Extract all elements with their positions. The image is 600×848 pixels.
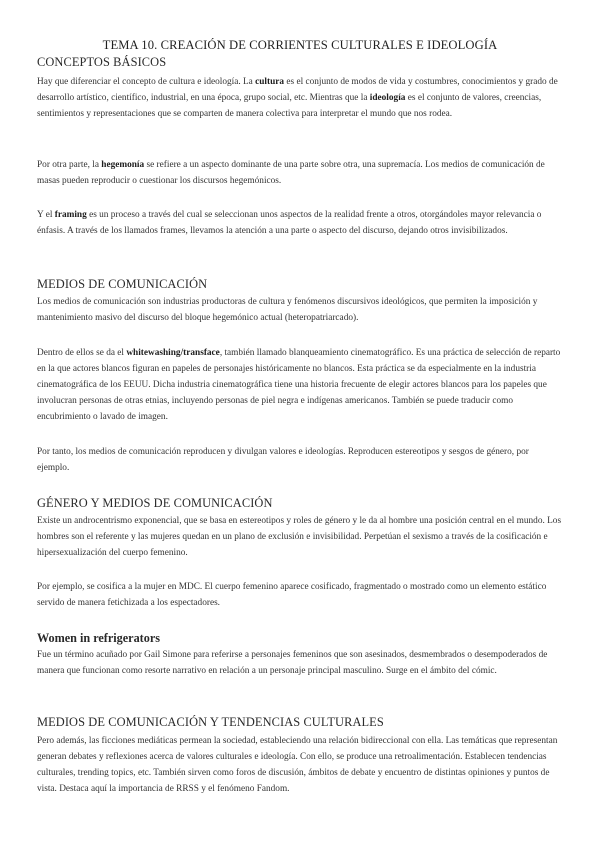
term-whitewashing: whitewashing/transface	[126, 348, 220, 358]
paragraph-hegemonia	[37, 158, 563, 190]
section-heading-tendencias-culturales: MEDIOS DE COMUNICACIÓN Y TENDENCIAS CULTURALES	[37, 715, 384, 729]
term-cultura: cultura	[255, 77, 285, 87]
term-framing: framing	[54, 210, 87, 220]
term-hegemonia: hegemonía	[101, 160, 145, 170]
text-run: Dentro de ellos se da el	[37, 348, 127, 358]
text-run: Y el	[37, 210, 55, 220]
text-run: , también llamado blanqueamiento cinematográfico. Es una práctica de selección de reparto en la que actores blancos figuran en papeles de personajes históricamente no blancos. Esta práctica se da especialmente en la industria cinematográfica de los EEUU. Dicha industria cinematográfica tiene una historia frecuente de elegir actores blancos para los papeles que involucran personas de otras etnias, incluyendo personas de piel negra e indígenas americanos. También se puede traducir como encubrimiento o lavado de imagen.	[37, 348, 561, 422]
paragraph-framing	[37, 208, 563, 240]
paragraph-whitewashing	[37, 346, 563, 426]
section-heading-medios-de-comunicacion: MEDIOS DE COMUNICACIÓN	[37, 277, 208, 291]
paragraph-cultura-ideologia	[37, 75, 563, 123]
paragraph-ficciones-mediaticas: Pero además, las ficciones mediáticas permean la sociedad, estableciendo una relación bidireccional con ella. Las temáticas que representan generan debates y reflexiones acerca de valores culturales e ideología. Con ello, se produce una retroalimentación. Establecen tendencias culturales, trending topics, etc. También sirven como foros de discusión, ámbitos de debate y encuentro de distintas opiniones y puntos de vista. Destaca aquí la importancia de RRSS y el fenómeno Fandom.	[37, 736, 558, 794]
paragraph-reproducen-valores: Por tanto, los medios de comunicación reproducen y divulgan valores e ideologías. Reproducen estereotipos y sesgos de género, por ejemplo.	[37, 447, 529, 473]
section-heading-genero-y-medios: GÉNERO Y MEDIOS DE COMUNICACIÓN	[37, 496, 273, 510]
term-ideologia: ideología	[369, 92, 406, 103]
paragraph-gail-simone: Fue un término acuñado por Gail Simone para referirse a personajes femeninos que son asesinados, desmembrados o desempoderados de manera que funcionan como resorte narrativo en relación a un personaje principal masculino. Surge en el ámbito del cómic.	[37, 650, 548, 676]
subheading-women-in-refrigerators: Women in refrigerators	[37, 631, 160, 645]
document-title: TEMA 10. CREACIÓN DE CORRIENTES CULTURALES E IDEOLOGÍA	[102, 38, 498, 52]
paragraph-androcentrismo: Existe un androcentrismo exponencial, que se basa en estereotipos y roles de género y le da al hombre una posición central en el mundo. Los hombres son el referente y las mujeres quedan en un plano de exclusión e invisibilidad. Perpetúan el sexismo a través de la cosificación e hipersexualización del cuerpo femenino.	[37, 516, 562, 558]
text-run: Hay que diferenciar el concepto de cultura e ideología. La	[37, 77, 256, 87]
section-heading-conceptos-basicos: CONCEPTOS BÁSICOS	[37, 55, 167, 69]
text-run: es el conjunto de modos de vida y costumbres, conocimientos y grado de desarrollo artístico, científico, industrial, en una época, grupo social, etc. Mientras que la	[37, 77, 558, 103]
paragraph-cosificacion: Por ejemplo, se cosifica a la mujer en MDC. El cuerpo femenino aparece cosificado, fragmentado o mostrado como un elemento estático servido de manera fetichizada a los espectadores.	[37, 582, 547, 608]
text-run: es el conjunto de valores, creencias, sentimientos y representaciones que se comparten de manera colectiva para interpretar el mundo que nos rodea.	[37, 92, 542, 119]
text-run: Por otra parte, la	[37, 160, 102, 170]
text-run: es un proceso a través del cual se seleccionan unos aspectos de la realidad frente a otros, otorgándoles mayor relevancia o énfasis. A través de los llamados frames, llevamos la atención a una parte o aspecto del discurso, dejando otros invisibilizados.	[37, 210, 542, 236]
text-run: se refiere a un aspecto dominante de una parte sobre otra, una supremacía. Los medios de comunicación de masas pueden reproducir o cuestionar los discursos hegemónicos.	[37, 160, 545, 186]
paragraph-industrias-cultura: Los medios de comunicación son industrias productoras de cultura y fenómenos discursivos ideológicos, que permiten la imposición y mantenimiento masivo del discurso del bloque hegemónico actual (heteropatriarcado).	[37, 297, 538, 323]
